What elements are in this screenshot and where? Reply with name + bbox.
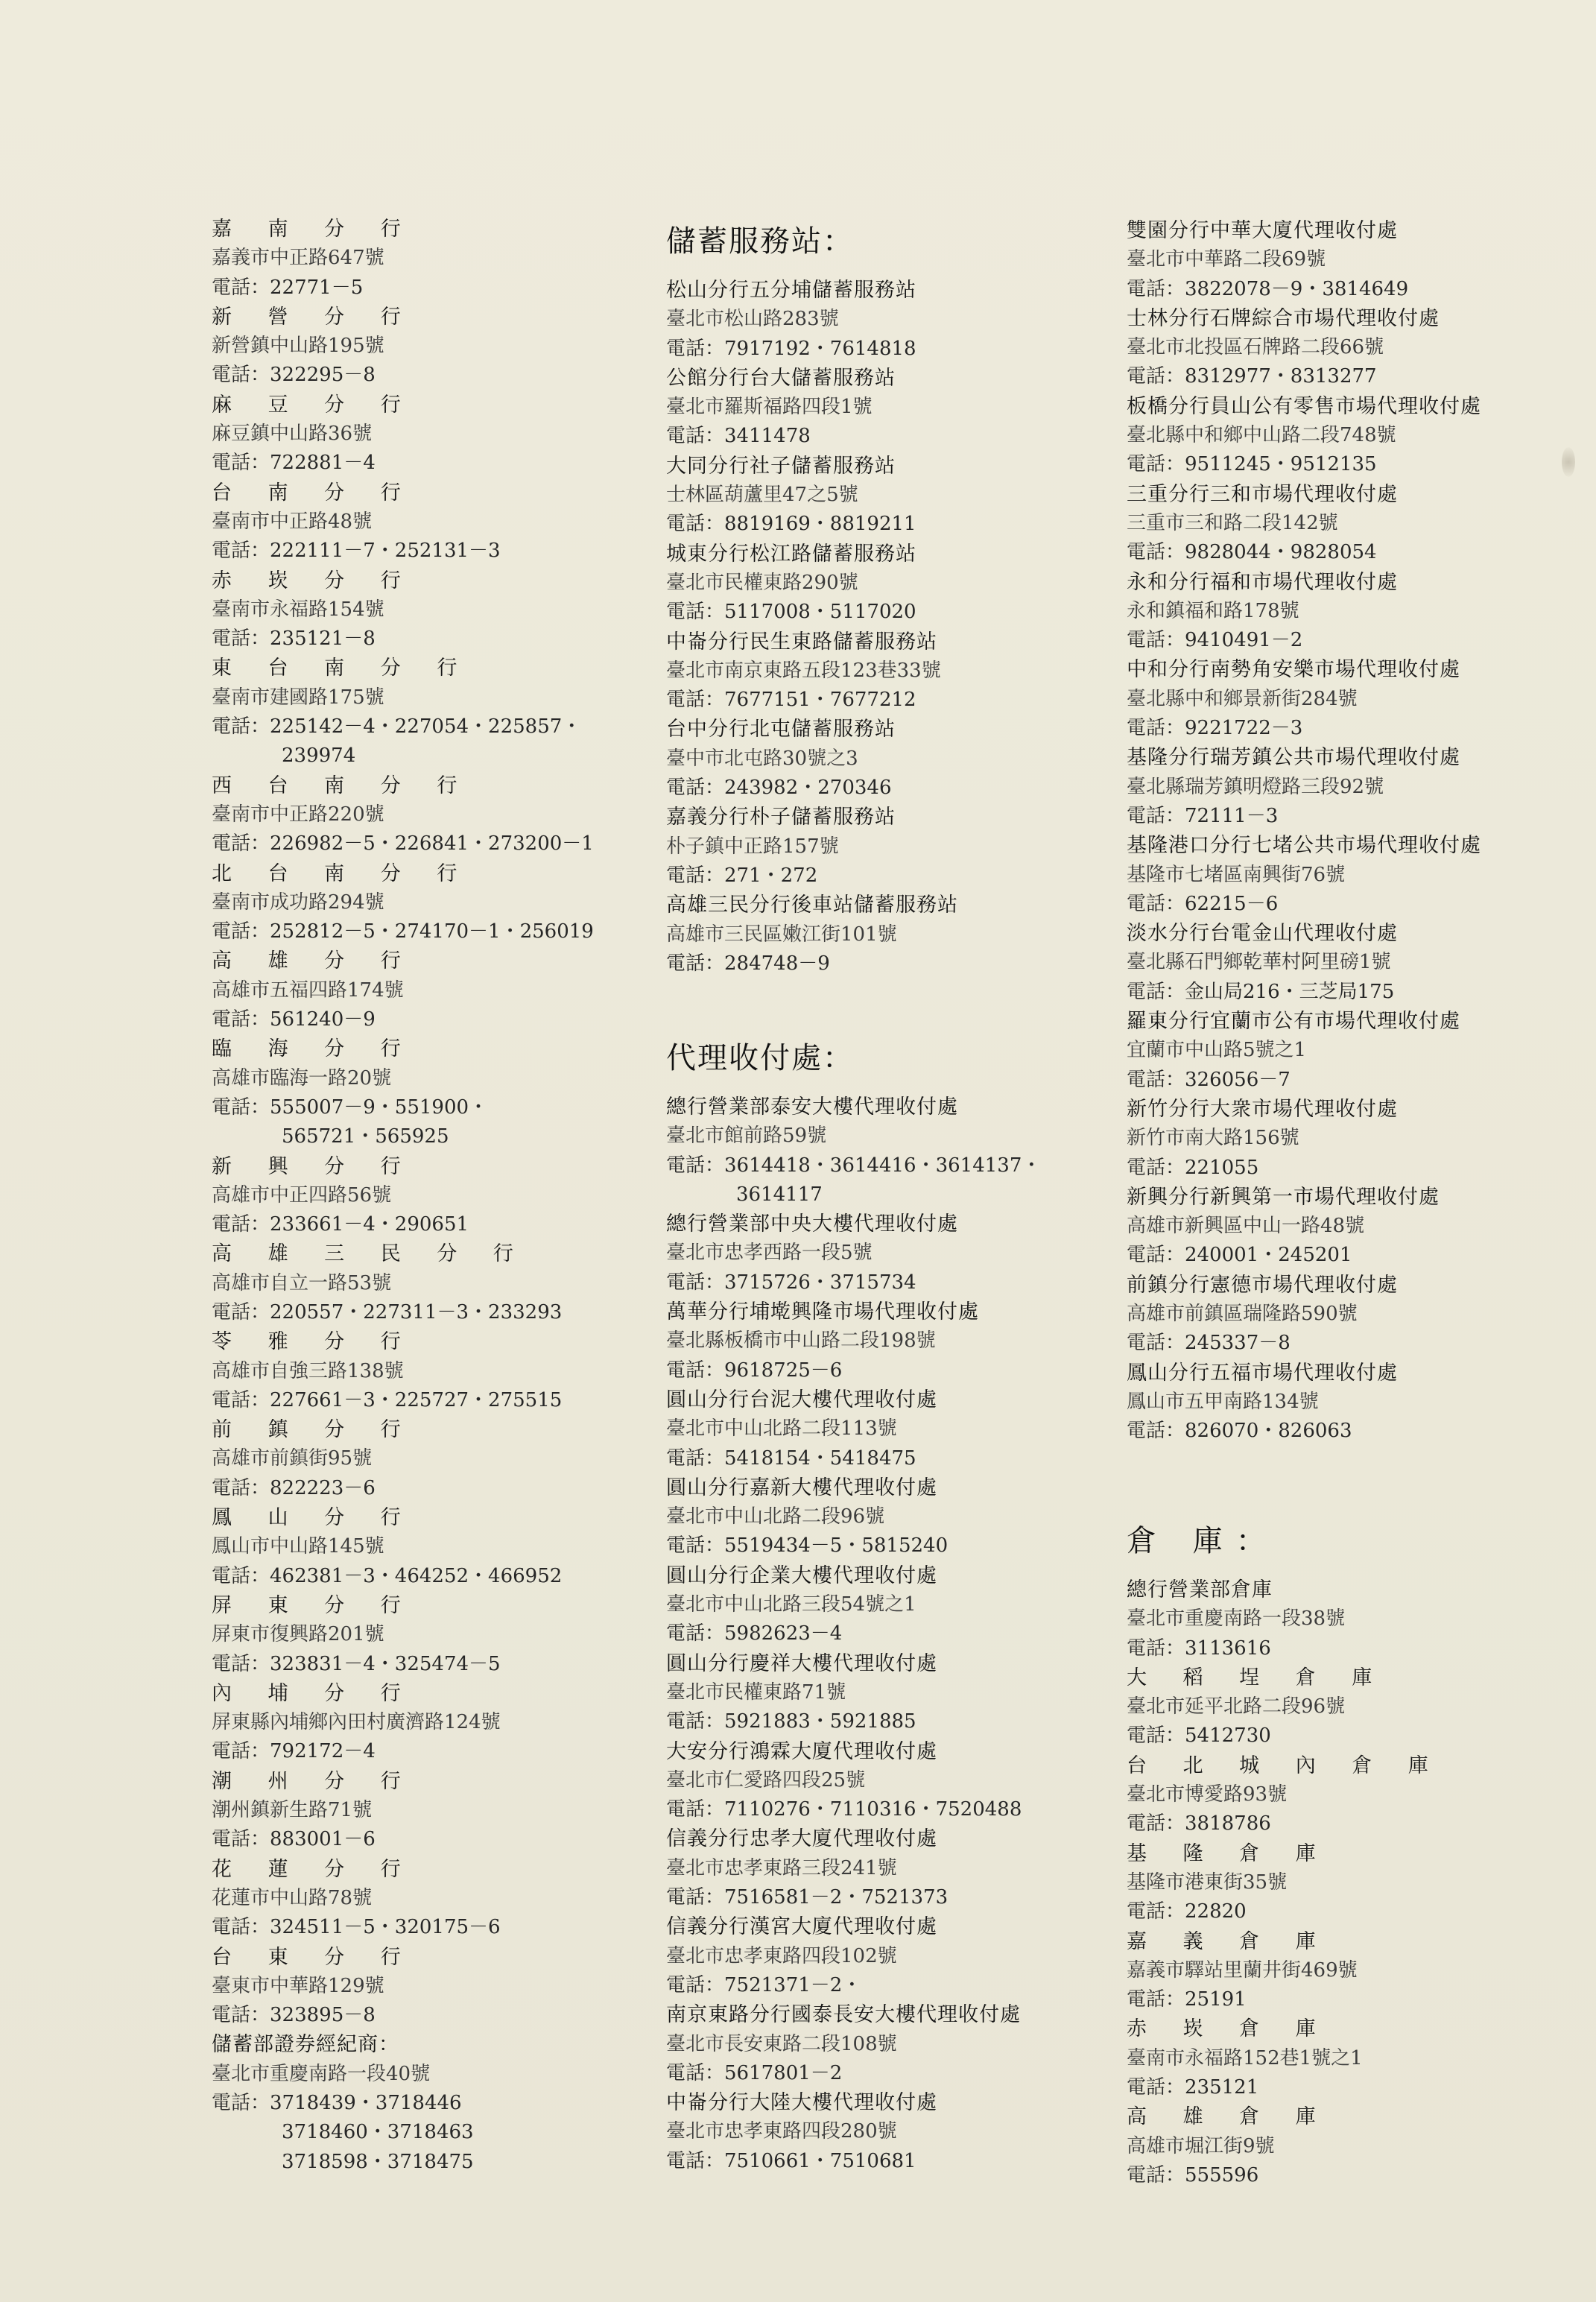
entry-phone: 電話：9618725－6 xyxy=(666,1359,843,1382)
directory-entry xyxy=(212,1034,688,1151)
directory-entry xyxy=(1127,919,1589,1007)
entry-name: 臨 海 分 行 xyxy=(212,1037,416,1061)
entry-phone: 電話：323895－8 xyxy=(212,2004,376,2027)
entry-phone: 電話：271・272 xyxy=(666,864,818,887)
entry-name: 內 埔 分 行 xyxy=(212,1681,416,1705)
entry-address: 高雄市五福四路174號 xyxy=(212,978,404,1002)
directory-entry xyxy=(212,303,688,390)
entry-address: 高雄市中正四路56號 xyxy=(212,1183,392,1207)
directory-entry xyxy=(212,1503,688,1591)
entry-address: 基隆市七堵區南興街76號 xyxy=(1127,863,1346,886)
entry-address: 臺北縣石門鄉乾華村阿里磅1號 xyxy=(1127,951,1391,974)
entry-address: 臺北市忠孝東路四段102號 xyxy=(666,1944,897,1967)
warehouses-list xyxy=(1127,1575,1443,2190)
entry-address: 臺北市博愛路93號 xyxy=(1127,1783,1288,1806)
entry-address: 臺北縣瑞芳鎮明燈路三段92號 xyxy=(1127,775,1384,798)
entry-name: 新竹分行大衆市場代理收付處 xyxy=(1127,1097,1398,1121)
entry-name: 大 稻 埕 倉 庫 xyxy=(1127,1666,1387,1689)
entry-address: 臺北縣中和鄉景新街284號 xyxy=(1127,687,1358,710)
entry-phone: 電話：324511－5・320175－6 xyxy=(212,1916,501,1939)
entry-name: 圓山分行台泥大樓代理收付處 xyxy=(666,1388,937,1411)
entry-name: 高 雄 倉 庫 xyxy=(1127,2105,1331,2129)
entry-phone: 電話：25191 xyxy=(1127,1988,1247,2011)
entry-phone: 239974 xyxy=(282,744,356,768)
entry-address: 臺北市忠孝西路一段5號 xyxy=(666,1242,873,1265)
entry-address: 高雄市新興區中山一路48號 xyxy=(1127,1215,1365,1238)
entry-phone: 電話：8312977・8313277 xyxy=(1127,365,1377,388)
entry-name: 嘉義分行朴子儲蓄服務站 xyxy=(666,806,896,829)
entry-name: 總行營業部中央大樓代理收付處 xyxy=(666,1212,958,1236)
entry-phone: 電話：225142－4・227054・225857・ xyxy=(212,715,582,739)
directory-entry xyxy=(1127,1095,1589,1183)
entry-phone: 電話：3411478 xyxy=(666,425,811,448)
directory-entry xyxy=(666,1473,1041,1561)
entry-phone: 電話：金山局216・三芝局175 xyxy=(1127,980,1395,1003)
entry-phone: 電話：226982－5・226841・273200－1 xyxy=(212,832,594,856)
directory-entry xyxy=(212,215,688,303)
entry-address: 基隆市港東街35號 xyxy=(1127,1871,1288,1894)
entry-address: 高雄市臨海一路20號 xyxy=(212,1066,392,1090)
entry-phone: 電話：323831－4・325474－5 xyxy=(212,1652,501,1675)
entry-name: 台 東 分 行 xyxy=(212,1945,416,1969)
directory-entry xyxy=(666,1737,1041,1825)
entry-name: 赤 崁 分 行 xyxy=(212,569,416,592)
entry-phone: 電話：561240－9 xyxy=(212,1008,376,1031)
directory-entry xyxy=(666,276,958,364)
entry-phone: 電話：5117008・5117020 xyxy=(666,601,916,624)
entry-name: 赤 崁 倉 庫 xyxy=(1127,2017,1331,2041)
entry-name: 信義分行漢宮大廈代理收付處 xyxy=(666,1915,937,1939)
entry-name: 麻 豆 分 行 xyxy=(212,393,416,417)
entry-address: 鳳山市中山路145號 xyxy=(212,1535,384,1558)
entry-name: 嘉 義 倉 庫 xyxy=(1127,1929,1331,1953)
entry-address: 臺北市長安東路二段108號 xyxy=(666,2032,897,2055)
entry-phone: 電話：284748－9 xyxy=(666,952,830,975)
entry-address: 臺南市建國路175號 xyxy=(212,686,384,709)
entry-phone: 電話：9511245・9512135 xyxy=(1127,453,1377,476)
entry-name: 圓山分行慶祥大樓代理收付處 xyxy=(666,1651,937,1675)
entry-address: 新竹市南大路156號 xyxy=(1127,1127,1299,1150)
directory-entry xyxy=(1127,1839,1443,1927)
entry-name: 圓山分行嘉新大樓代理收付處 xyxy=(666,1476,937,1499)
directory-entry xyxy=(212,1679,688,1767)
entry-phone: 電話：792172－4 xyxy=(212,1740,376,1763)
entry-name: 儲蓄部證券經紀商： xyxy=(212,2033,399,2057)
directory-entry xyxy=(1127,655,1589,743)
directory-entry xyxy=(212,771,688,859)
entry-phone: 3614117 xyxy=(736,1183,823,1206)
directory-entry xyxy=(1127,743,1589,831)
entry-phone: 電話：252812－5・274170－1・256019 xyxy=(212,920,594,943)
entry-name: 台中分行北屯儲蓄服務站 xyxy=(666,718,896,741)
entry-address: 屏東市復興路201號 xyxy=(212,1623,384,1646)
entry-phone: 電話：7516581－2・7521373 xyxy=(666,1886,949,1909)
entry-address: 臺南市成功路294號 xyxy=(212,891,384,914)
entry-address: 臺北市中山北路二段113號 xyxy=(666,1417,897,1441)
directory-entry xyxy=(212,1239,688,1327)
entry-phone: 電話：5921883・5921885 xyxy=(666,1710,916,1733)
entry-address: 臺北市重慶南路一段40號 xyxy=(212,2062,431,2085)
directory-entry xyxy=(212,1415,688,1503)
entry-name: 新 興 分 行 xyxy=(212,1154,416,1178)
entry-address: 臺北市重慶南路一段38號 xyxy=(1127,1607,1346,1631)
entry-name: 大安分行鴻霖大廈代理收付處 xyxy=(666,1739,937,1763)
entry-name: 高 雄 三 民 分 行 xyxy=(212,1242,528,1266)
entry-phone: 電話：326056－7 xyxy=(1127,1068,1291,1091)
entry-name: 基隆港口分行七堵公共市場代理收付處 xyxy=(1127,834,1481,858)
entry-address: 臺北市中華路二段69號 xyxy=(1127,248,1326,271)
entry-name: 信義分行忠孝大廈代理收付處 xyxy=(666,1827,937,1851)
directory-entry xyxy=(212,1943,688,2031)
entry-address: 潮州鎮新生路71號 xyxy=(212,1799,373,1822)
entry-phone: 電話：221055 xyxy=(1127,1156,1259,1179)
directory-entry xyxy=(1127,480,1589,568)
directory-entry xyxy=(212,859,688,947)
entry-phone: 電話：826070・826063 xyxy=(1127,1420,1352,1443)
entry-phone: 電話：555596 xyxy=(1127,2163,1259,2186)
entry-address: 臺南市中正路48號 xyxy=(212,510,373,533)
entry-name: 總行營業部倉庫 xyxy=(1127,1578,1273,1601)
entry-name: 士林分行石牌綜合市場代理收付處 xyxy=(1127,306,1440,330)
directory-entry xyxy=(1127,1575,1443,1663)
directory-entry xyxy=(1127,1183,1589,1271)
entry-address: 臺北市中山北路三段54號之1 xyxy=(666,1593,916,1616)
directory-entry xyxy=(212,1152,688,1240)
entry-phone: 3718598・3718475 xyxy=(282,2150,474,2173)
entry-name: 城東分行松江路儲蓄服務站 xyxy=(666,542,916,566)
directory-entry xyxy=(666,1092,1041,1210)
entry-address: 臺北市松山路283號 xyxy=(666,308,839,331)
entry-phone: 電話：822223－6 xyxy=(212,1476,376,1499)
entry-phone: 電話：3715726・3715734 xyxy=(666,1271,916,1294)
directory-entry xyxy=(1127,2014,1443,2102)
entry-phone: 電話：3113616 xyxy=(1127,1637,1271,1660)
entry-phone: 電話：5617801－2 xyxy=(666,2061,843,2084)
entry-name: 永和分行福和市場代理收付處 xyxy=(1127,570,1398,594)
entry-phone: 電話：5418154・5418475 xyxy=(666,1446,916,1470)
directory-entry xyxy=(666,1210,1041,1297)
entry-address: 臺南市中正路220號 xyxy=(212,803,384,826)
entry-address: 屏東縣內埔鄉內田村廣濟路124號 xyxy=(212,1711,501,1734)
entry-phone: 電話：3718439・3718446 xyxy=(212,2092,462,2114)
column-branches xyxy=(212,215,688,2177)
directory-entry xyxy=(666,1649,1041,1737)
entry-address: 臺北市忠孝東路四段280號 xyxy=(666,2120,897,2143)
directory-entry xyxy=(666,540,958,627)
entry-phone: 電話：5982623－4 xyxy=(666,1622,843,1645)
entry-name: 雙園分行中華大廈代理收付處 xyxy=(1127,219,1398,242)
entry-phone: 電話：3822078－9・3814649 xyxy=(1127,277,1409,300)
entry-name: 鳳山分行五福市場代理收付處 xyxy=(1127,1361,1398,1385)
entry-address: 高雄市三民區嫩江街101號 xyxy=(666,923,897,946)
entry-phone: 電話：7917192・7614818 xyxy=(666,337,916,360)
entry-address: 永和鎮福和路178號 xyxy=(1127,599,1299,622)
entry-name: 中崙分行民生東路儲蓄服務站 xyxy=(666,630,937,654)
entry-phone: 565721・565925 xyxy=(282,1125,449,1148)
entry-address: 臺北市民權東路71號 xyxy=(666,1680,846,1704)
entry-name: 苓 雅 分 行 xyxy=(212,1330,416,1354)
entry-address: 臺北市延平北路二段96號 xyxy=(1127,1695,1346,1718)
directory-entry xyxy=(666,627,958,715)
entry-name: 萬華分行埔墘興隆市場代理收付處 xyxy=(666,1300,979,1324)
entry-phone: 電話：7521371－2・ xyxy=(666,1973,862,1996)
directory-entry xyxy=(1127,304,1589,392)
entry-address: 高雄市堀江街9號 xyxy=(1127,2134,1275,2157)
entry-phone: 電話：462381－3・464252・466952 xyxy=(212,1564,563,1587)
section-heading-agency-offices: 代理收付處： xyxy=(666,1041,854,1075)
entry-phone: 電話：235121 xyxy=(1127,2076,1259,2099)
directory-entry xyxy=(666,1912,1041,2000)
directory-entry xyxy=(212,946,688,1034)
entry-address: 鳳山市五甲南路134號 xyxy=(1127,1390,1319,1413)
column-agency-warehouses xyxy=(1127,216,1589,2186)
directory-entry xyxy=(666,364,958,452)
entry-name: 台 北 城 內 倉 庫 xyxy=(1127,1754,1443,1777)
directory-entry xyxy=(1127,568,1589,656)
entry-name: 新 營 分 行 xyxy=(212,305,416,329)
entry-address: 臺北市民權東路290號 xyxy=(666,571,858,594)
entry-name: 高雄三民分行後車站儲蓄服務站 xyxy=(666,894,958,917)
entry-phone: 電話：9410491－2 xyxy=(1127,629,1303,652)
entry-phone: 電話：722881－4 xyxy=(212,452,376,475)
entry-address: 高雄市前鎮區瑞隆路590號 xyxy=(1127,1302,1358,1325)
entry-name: 圓山分行企業大樓代理收付處 xyxy=(666,1563,937,1587)
entry-address: 臺北市館前路59號 xyxy=(666,1125,827,1148)
entry-phone: 電話：883001－6 xyxy=(212,1828,376,1851)
entry-name: 屏 東 分 行 xyxy=(212,1593,416,1617)
entry-address: 三重市三和路二段142號 xyxy=(1127,511,1338,534)
directory-entry xyxy=(1127,1751,1443,1839)
entry-address: 新營鎮中山路195號 xyxy=(212,335,384,358)
entry-phone: 電話：3614418・3614416・3614137・ xyxy=(666,1154,1042,1177)
entry-name: 公館分行台大儲蓄服務站 xyxy=(666,366,896,390)
directory-entry xyxy=(666,891,958,978)
entry-phone: 電話：243982・270346 xyxy=(666,777,892,800)
entry-name: 新興分行新興第一市場代理收付處 xyxy=(1127,1185,1440,1209)
directory-entry xyxy=(666,2088,1041,2176)
directory-entry xyxy=(1127,392,1589,480)
entry-phone: 電話：22820 xyxy=(1127,1900,1247,1923)
entry-address: 臺北市中山北路二段96號 xyxy=(666,1505,885,1528)
entry-name: 板橋分行員山公有零售市場代理收付處 xyxy=(1127,394,1481,418)
directory-entry xyxy=(666,803,958,891)
entry-phone: 電話：62215－6 xyxy=(1127,892,1279,915)
section-heading-warehouses: 倉 庫： xyxy=(1127,1524,1279,1558)
entry-name: 大同分行社子儲蓄服務站 xyxy=(666,454,896,478)
entry-phone: 電話：9221722－3 xyxy=(1127,717,1303,740)
directory-entry xyxy=(666,1561,1041,1649)
entry-address: 高雄市自立一路53號 xyxy=(212,1271,392,1294)
entry-address: 花蓮市中山路78號 xyxy=(212,1886,373,1909)
directory-entry xyxy=(1127,1663,1443,1751)
entry-phone: 電話：72111－3 xyxy=(1127,804,1279,827)
directory-entry xyxy=(1127,831,1589,919)
entry-phone: 電話：5412730 xyxy=(1127,1724,1271,1748)
entry-address: 臺北市南京東路五段123巷33號 xyxy=(666,659,941,682)
entry-phone: 電話：7677151・7677212 xyxy=(666,689,916,712)
entry-address: 臺中市北屯路30號之3 xyxy=(666,747,858,770)
entry-name: 潮 州 分 行 xyxy=(212,1769,416,1793)
entry-name: 中和分行南勢角安樂市場代理收付處 xyxy=(1127,658,1460,682)
agency-offices-list-continued xyxy=(1127,216,1589,1446)
directory-entry xyxy=(212,2030,688,2176)
directory-entry xyxy=(1127,2102,1443,2190)
entry-address: 高雄市前鎮街95號 xyxy=(212,1447,373,1470)
entry-name: 基隆分行瑞芳鎮公共市場代理收付處 xyxy=(1127,746,1460,770)
directory-entry xyxy=(666,1824,1041,1912)
entry-address: 臺南市永福路154號 xyxy=(212,598,384,621)
savings-stations-list xyxy=(666,276,958,978)
entry-name: 台 南 分 行 xyxy=(212,481,416,505)
paper-stain xyxy=(1562,447,1575,477)
section-heading-savings-stations: 儲蓄服務站： xyxy=(666,224,854,259)
directory-entry xyxy=(1127,1359,1589,1446)
entry-address: 臺北市忠孝東路三段241號 xyxy=(666,1856,897,1879)
entry-address: 臺南市永福路152巷1號之1 xyxy=(1127,2046,1363,2069)
entry-phone: 電話：233661－4・290651 xyxy=(212,1213,469,1236)
entry-phone: 電話：555007－9・551900・ xyxy=(212,1095,489,1119)
entry-name: 花 蓮 分 行 xyxy=(212,1857,416,1881)
entry-name: 基 隆 倉 庫 xyxy=(1127,1841,1331,1865)
directory-entry xyxy=(666,1297,1041,1385)
entry-name: 南京東路分行國泰長安大樓代理收付處 xyxy=(666,2003,1021,2027)
directory-entry xyxy=(1127,1007,1589,1095)
entry-name: 東 台 南 分 行 xyxy=(212,657,472,680)
entry-phone: 電話：322295－8 xyxy=(212,364,376,387)
entry-address: 朴子鎮中正路157號 xyxy=(666,835,839,858)
entry-address: 士林區葫蘆里47之5號 xyxy=(666,484,858,507)
entry-address: 臺北市北投區石牌路二段66號 xyxy=(1127,336,1384,359)
directory-entry xyxy=(212,1591,688,1679)
entry-phone: 電話：235121－8 xyxy=(212,627,376,651)
entry-name: 西 台 南 分 行 xyxy=(212,774,472,797)
agency-offices-list xyxy=(666,1092,1041,2176)
entry-address: 高雄市自強三路138號 xyxy=(212,1359,404,1382)
entry-address: 臺東市中華路129號 xyxy=(212,1974,384,1997)
directory-entry xyxy=(212,1855,688,1943)
entry-name: 嘉 南 分 行 xyxy=(212,218,416,241)
directory-entry xyxy=(1127,1271,1589,1359)
entry-name: 鳳 山 分 行 xyxy=(212,1506,416,1530)
entry-name: 前 鎮 分 行 xyxy=(212,1418,416,1442)
directory-entry xyxy=(212,566,688,654)
directory-entry xyxy=(212,1767,688,1855)
entry-phone: 電話：22771－5 xyxy=(212,276,364,299)
entry-phone: 電話：220557・227311－3・233293 xyxy=(212,1300,563,1324)
entry-phone: 電話：3818786 xyxy=(1127,1812,1271,1835)
entry-phone: 電話：240001・245201 xyxy=(1127,1244,1352,1267)
entry-phone: 電話：7110276・7110316・7520488 xyxy=(666,1798,1022,1821)
directory-entry xyxy=(1127,216,1589,304)
entry-name: 三重分行三和市場代理收付處 xyxy=(1127,482,1398,506)
entry-phone: 電話：245337－8 xyxy=(1127,1332,1291,1355)
directory-entry xyxy=(666,1385,1041,1473)
entry-address: 臺北縣中和鄉中山路二段748號 xyxy=(1127,424,1396,447)
directory-entry xyxy=(1127,1927,1443,2015)
entry-address: 臺北市仁愛路四段25號 xyxy=(666,1768,866,1792)
entry-phone: 電話：227661－3・225727・275515 xyxy=(212,1388,563,1411)
entry-name: 北 台 南 分 行 xyxy=(212,861,472,885)
entry-phone: 電話：8819169・8819211 xyxy=(666,513,916,536)
directory-entry xyxy=(212,654,688,771)
directory-entry xyxy=(666,715,958,803)
entry-phone: 電話：7510661・7510681 xyxy=(666,2149,916,2172)
entry-name: 羅東分行宜蘭市公有市場代理收付處 xyxy=(1127,1010,1460,1034)
entry-phone: 電話：5519434－5・5815240 xyxy=(666,1534,949,1558)
entry-name: 淡水分行台電金山代理收付處 xyxy=(1127,922,1398,946)
entry-name: 高 雄 分 行 xyxy=(212,949,416,973)
entry-phone: 3718460・3718463 xyxy=(282,2121,474,2144)
entry-name: 中崙分行大陸大樓代理收付處 xyxy=(666,2091,937,2115)
entry-name: 總行營業部泰安大樓代理收付處 xyxy=(666,1095,958,1119)
entry-address: 臺北縣板橋市中山路二段198號 xyxy=(666,1329,936,1353)
entry-address: 麻豆鎮中山路36號 xyxy=(212,423,373,446)
directory-entry xyxy=(666,452,958,540)
entry-name: 松山分行五分埔儲蓄服務站 xyxy=(666,279,916,302)
entry-address: 臺北市羅斯福路四段1號 xyxy=(666,396,873,419)
entry-phone: 電話：9828044・9828054 xyxy=(1127,541,1377,564)
directory-entry xyxy=(212,1327,688,1415)
directory-entry xyxy=(212,478,688,566)
entry-name: 前鎮分行憲德市場代理收付處 xyxy=(1127,1273,1398,1297)
directory-entry xyxy=(666,2000,1041,2088)
entry-phone: 電話：222111－7・252131－3 xyxy=(212,540,501,563)
entry-address: 嘉義市驛站里蘭井街469號 xyxy=(1127,1958,1358,1982)
entry-address: 嘉義市中正路647號 xyxy=(212,247,384,270)
entry-address: 宜蘭市中山路5號之1 xyxy=(1127,1039,1307,1062)
directory-entry xyxy=(212,390,688,478)
